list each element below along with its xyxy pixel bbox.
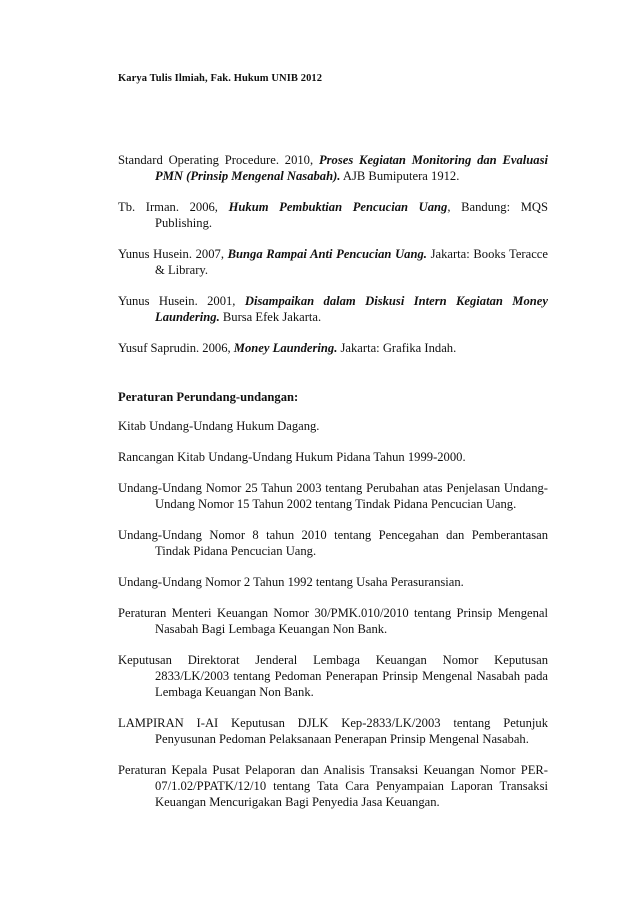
reference-title: Disampaikan dalam Diskusi Intern Kegiatan Money Laundering. xyxy=(155,294,548,324)
book-reference xyxy=(118,152,548,184)
reference-author-year: Tb. Irman. 2006, xyxy=(118,200,229,214)
reference-author-year: Yusuf Saprudin. 2006, xyxy=(118,341,234,355)
book-reference xyxy=(118,293,548,325)
regulation-reference: LAMPIRAN I-AI Keputusan DJLK Kep-2833/LK/2003 tentang Petunjuk Penyusunan Pedoman Pelaksanaan Penerapan Prinsip Mengenal Nasabah. xyxy=(118,716,548,746)
regulation-reference: Peraturan Kepala Pusat Pelaporan dan Analisis Transaksi Keuangan Nomor PER-07/1.02/PPATK/12/10 tentang Tata Cara Penyampaian Laporan Transaksi Keuangan Mencurigakan Bagi Penyedia Jasa Keuangan. xyxy=(118,763,548,809)
bibliography xyxy=(118,152,548,825)
reference-publisher: , Bandung: MQS Publishing. xyxy=(155,200,549,230)
book-reference xyxy=(118,340,548,356)
reference-publisher: AJB Bumiputera 1912. xyxy=(340,169,460,183)
regulation-reference: Undang-Undang Nomor 25 Tahun 2003 tentang Perubahan atas Penjelasan Undang-Undang Nomor 15 Tahun 2002 tentang Tindak Pidana Pencucian Uang. xyxy=(118,481,548,511)
reference-title: Hukum Pembuktian Pencucian Uang xyxy=(228,200,448,214)
regulation-reference: Keputusan Direktorat Jenderal Lembaga Keuangan Nomor Keputusan 2833/LK/2003 tentang Pedoman Penerapan Prinsip Mengenal Nasabah pada Lembaga Keuangan Non Bank. xyxy=(118,653,548,699)
book-reference xyxy=(118,199,548,231)
reference-publisher: Bursa Efek Jakarta. xyxy=(219,310,322,324)
reference-title: Proses Kegiatan Monitoring dan Evaluasi PMN (Prinsip Mengenal Nasabah). xyxy=(155,153,548,183)
reference-author-year: Standard Operating Procedure. 2010, xyxy=(118,153,319,167)
running-header: Karya Tulis Ilmiah, Fak. Hukum UNIB 2012 xyxy=(118,73,323,84)
reference-publisher: Jakarta: Books Teracce & Library. xyxy=(155,247,548,277)
reference-title: Bunga Rampai Anti Pencucian Uang. xyxy=(227,247,427,261)
reference-title: Money Laundering. xyxy=(233,341,338,355)
reference-publisher: Jakarta: Grafika Indah. xyxy=(337,341,457,355)
section-heading: Peraturan Perundang-undangan: xyxy=(118,390,299,404)
regulation-reference: Peraturan Menteri Keuangan Nomor 30/PMK.010/2010 tentang Prinsip Mengenal Nasabah Bagi Lembaga Keuangan Non Bank. xyxy=(118,606,548,636)
regulation-reference: Kitab Undang-Undang Hukum Dagang. xyxy=(118,419,320,433)
reference-author-year: Yunus Husein. 2007, xyxy=(118,247,228,261)
book-reference xyxy=(118,246,548,278)
regulation-reference: Undang-Undang Nomor 2 Tahun 1992 tentang Usaha Perasuransian. xyxy=(118,575,464,589)
reference-author-year: Yunus Husein. 2001, xyxy=(118,294,245,308)
regulation-reference: Undang-Undang Nomor 8 tahun 2010 tentang Pencegahan dan Pemberantasan Tindak Pidana Pencucian Uang. xyxy=(118,528,548,558)
regulation-reference: Rancangan Kitab Undang-Undang Hukum Pidana Tahun 1999-2000. xyxy=(118,450,466,464)
